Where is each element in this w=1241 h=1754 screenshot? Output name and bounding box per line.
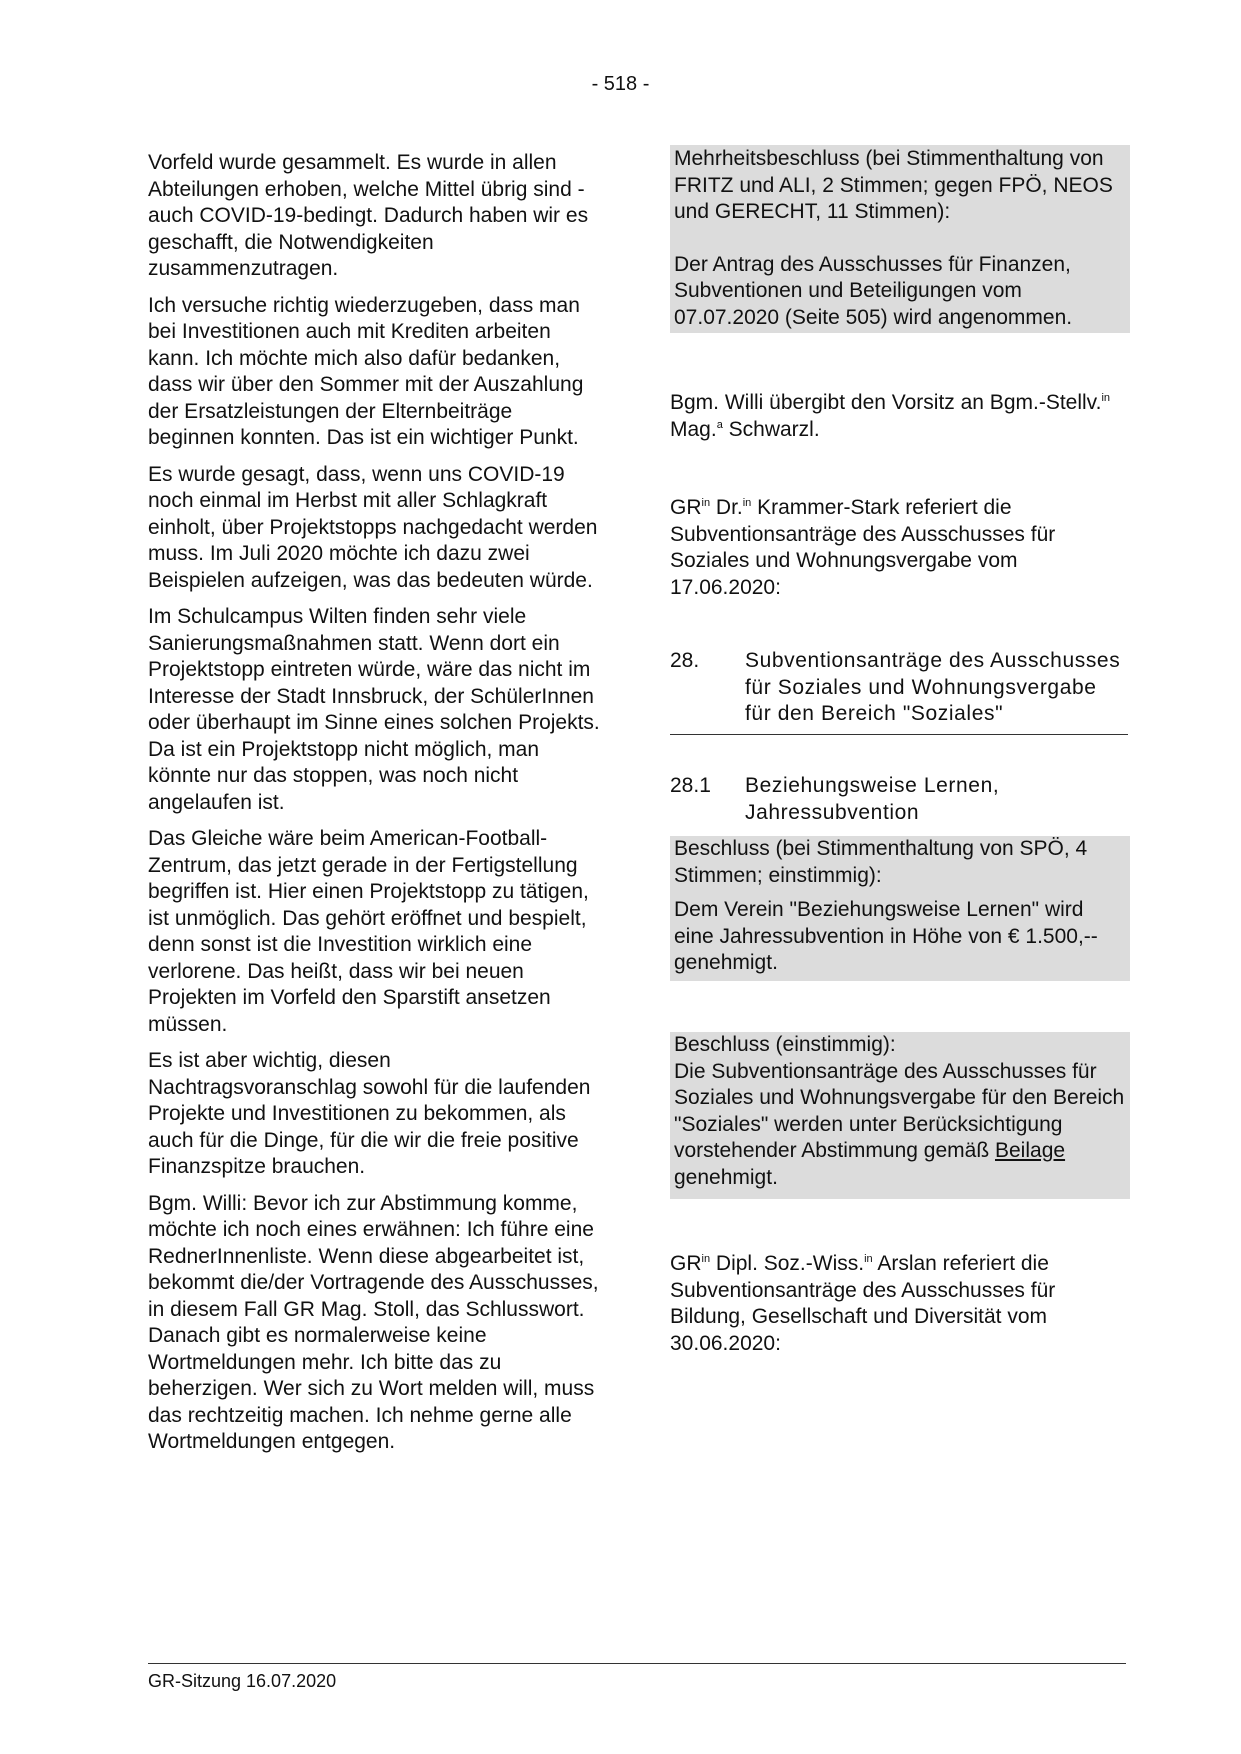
item-number: 28.	[670, 649, 700, 672]
superscript: in	[1101, 392, 1111, 404]
report-social	[670, 495, 1126, 601]
report-text: Arslan referiert die Subventionsanträge des Ausschusses für Bildung, Gesellschaft und Diversität vom 30.06.2020:	[670, 1252, 1056, 1355]
left-column	[148, 150, 603, 1466]
paragraph: Ich versuche richtig wiederzugeben, dass man bei Investitionen auch mit Krediten arbeiten kann. Ich möchte mich also dafür bedanken, dass wir über den Sommer mit der Auszahlung der Ersatzleistungen der Elternbeiträge beginnen konnten. Das ist ein wichtiger Punkt.	[148, 293, 584, 449]
report-education	[670, 1251, 1126, 1357]
beilage-link[interactable]: Beilage	[995, 1139, 1066, 1162]
paragraph: Im Schulcampus Wilten finden sehr viele Sanierungsmaßnahmen statt. Wenn dort ein Projektstopp eintreten würde, wäre das nicht im Interesse der Stadt Innsbruck, der SchülerInnen oder überhaupt im Sinne eines solchen Projekts. Da ist ein Projektstopp nicht möglich, man könnte nur das stoppen, was noch nicht angelaufen ist.	[148, 605, 600, 814]
chair-text: Schwarzl.	[722, 417, 820, 441]
item-number: 28.1	[670, 774, 711, 797]
resolution-text: Der Antrag des Ausschusses für Finanzen, Subventionen und Beteiligungen vom 07.07.2020 (Seite 505) wird angenommen.	[674, 252, 1073, 329]
resolution-abstention	[670, 836, 1130, 981]
paragraph: Es wurde gesagt, dass, wenn uns COVID-19 noch einmal im Herbst mit aller Schlagkraft einholt, über Projektstopps nachgedacht werden muss. Im Juli 2020 möchte ich dazu zwei Beispielen aufzeigen, was das bedeuten würde.	[148, 462, 598, 592]
paragraph: Bgm. Willi: Bevor ich zur Abstimmung komme, möchte ich noch eines erwähnen: Ich führe eine RednerInnenliste. Wenn diese abgearbeitet ist, bekommt die/der Vortragende des Ausschusses, in diesem Fall GR Mag. Stoll, das Schlusswort. Danach gibt es normalerweise keine Wortmeldungen mehr. Ich bitte das zu beherzigen. Wer sich zu Wort melden will, muss das rechtzeitig machen. Ich nehme gerne alle Wortmeldungen entgegen.	[148, 1191, 599, 1453]
report-text: GR	[670, 1252, 702, 1275]
resolution-vote: Beschluss (einstimmig):	[674, 1033, 896, 1056]
item-title: Subventionsanträge des Ausschusses für Soziales und Wohnungsvergabe für den Bereich "Soziales"	[745, 649, 1121, 725]
paragraph: Es ist aber wichtig, diesen Nachtragsvoranschlag sowohl für die laufenden Projekte und Investitionen zu bekommen, als auch für die Dinge, für die wir die freie positive Finanzspitze brauchen.	[148, 1049, 591, 1178]
resolution-vote: Beschluss (bei Stimmenthaltung von SPÖ, 4 Stimmen; einstimmig):	[674, 837, 1088, 887]
agenda-item-28-1	[670, 773, 1126, 826]
footer-divider	[148, 1663, 1126, 1664]
paragraph: Vorfeld wurde gesammelt. Es wurde in allen Abteilungen erhoben, welche Mittel übrig sind - auch COVID-19-bedingt. Dadurch haben wir es geschafft, die Notwendigkeiten zusammenzutragen.	[148, 151, 589, 280]
chair-text: Bgm. Willi übergibt den Vorsitz an Bgm.-Stellv.	[670, 391, 1102, 414]
superscript: in	[742, 497, 752, 509]
superscript: in	[864, 1253, 873, 1265]
footer-session: GR-Sitzung 16.07.2020	[148, 1671, 337, 1691]
chair-text: Mag.	[670, 417, 717, 441]
report-text: Krammer-Stark referiert die Subventionsanträge des Ausschusses für Soziales und Wohnungsvergabe vom 17.06.2020:	[670, 496, 1056, 599]
resolution-text: Die Subventionsanträge des Ausschusses für Soziales und Wohnungsvergabe für den Bereich "Soziales" werden unter Berücksichtigung vorstehender Abstimmung gemäß	[674, 1059, 1125, 1162]
agenda-item-28	[670, 648, 1128, 735]
report-text: GR	[670, 496, 702, 519]
page-number: - 518 -	[591, 73, 650, 95]
resolution-vote: Mehrheitsbeschluss (bei Stimmenthaltung von FRITZ und ALI, 2 Stimmen; gegen FPÖ, NEOS und GERECHT, 11 Stimmen):	[674, 147, 1113, 223]
report-text: Dr.	[710, 496, 743, 519]
item-title: Beziehungsweise Lernen, Jahressubvention	[745, 774, 1000, 824]
resolution-text: genehmigt.	[674, 1165, 778, 1189]
resolution-unanimous	[670, 1032, 1130, 1199]
chair-handover	[670, 390, 1126, 443]
superscript: in	[701, 1253, 711, 1265]
resolution-majority	[670, 145, 1130, 333]
report-text: Dipl. Soz.-Wiss.	[710, 1252, 865, 1275]
paragraph: Das Gleiche wäre beim American-Football-Zentrum, das jetzt gerade in der Fertigstellung begriffen ist. Hier einen Projektstopp zu tätigen, ist unmöglich. Das gehört eröffnet und bespielt, denn sonst ist die Investition wirklich eine verlorene. Das heißt, dass wir bei neuen Projekten im Vorfeld den Sparstift ansetzen müssen.	[148, 827, 589, 1036]
resolution-text: Dem Verein "Beziehungsweise Lernen" wird eine Jahressubvention in Höhe von € 1.500,-- genehmigt.	[674, 898, 1098, 974]
superscript: in	[701, 497, 711, 509]
superscript: a	[716, 418, 723, 431]
